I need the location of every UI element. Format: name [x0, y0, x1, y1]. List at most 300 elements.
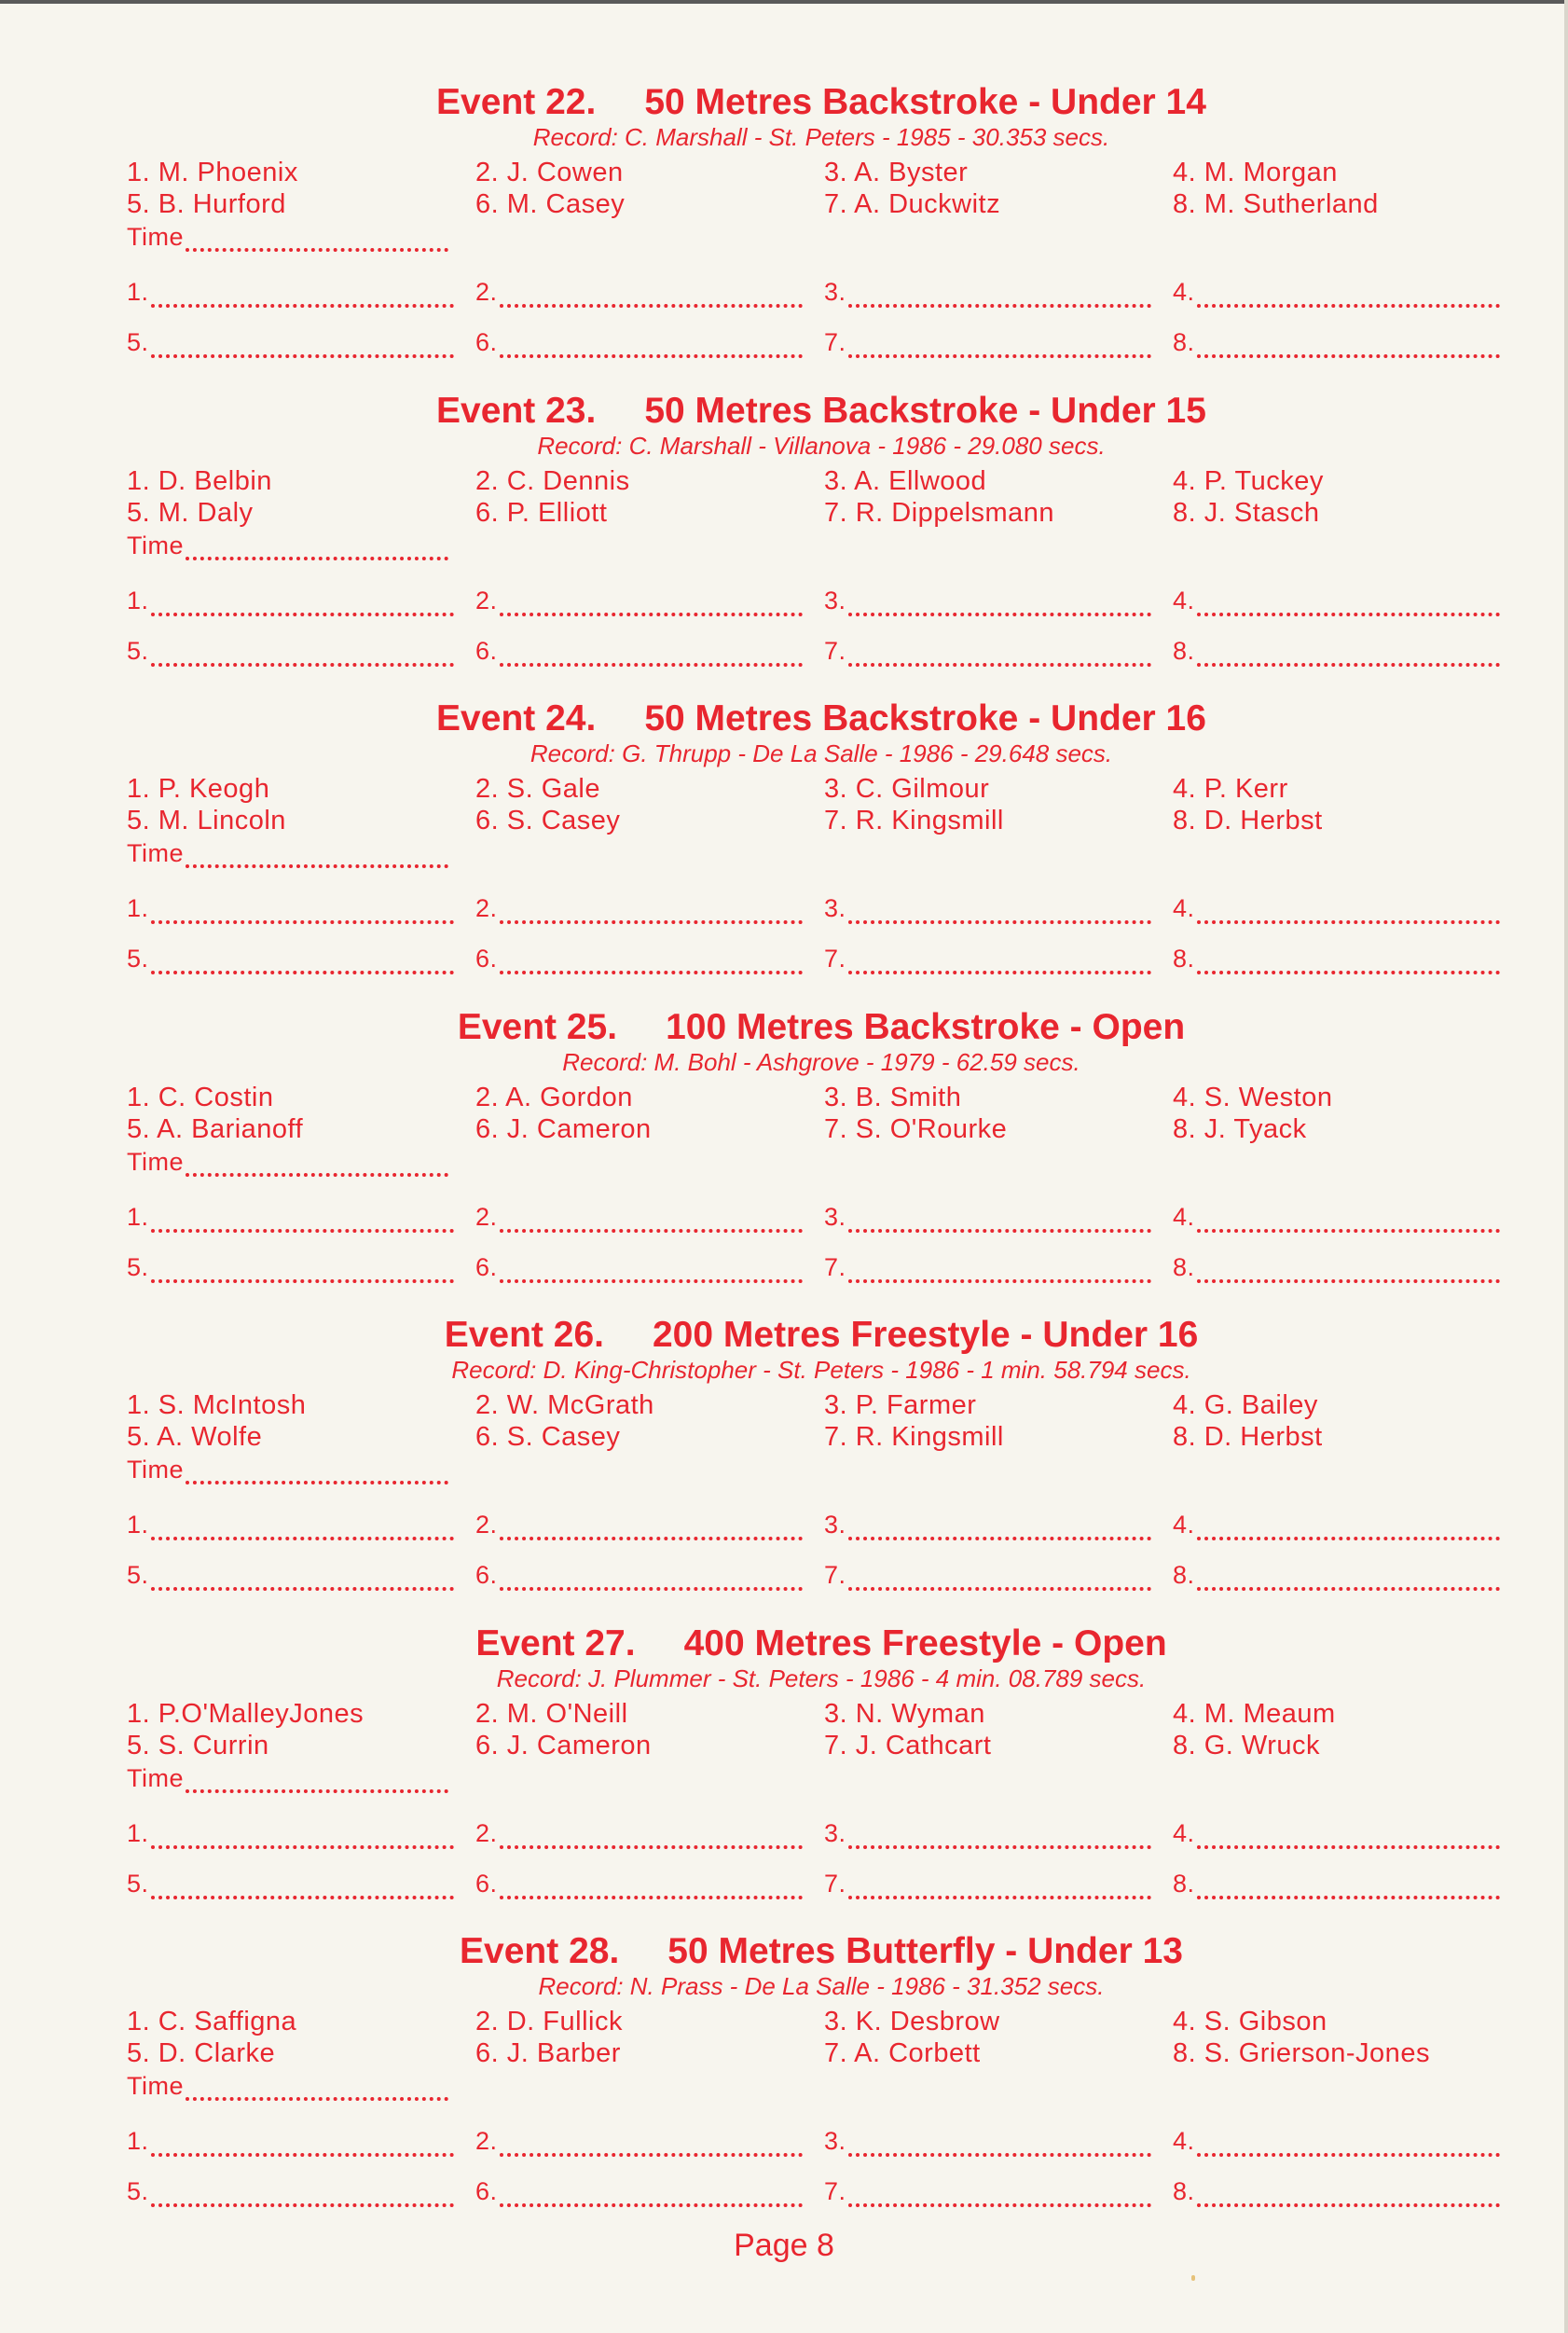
result-slot[interactable] — [127, 1868, 454, 1899]
dotted-line — [1197, 1871, 1500, 1899]
entrant: 4. G. Bailey — [1173, 1390, 1318, 1420]
dotted-line — [848, 1563, 1151, 1591]
place-number: 8. — [1173, 945, 1195, 973]
result-row — [127, 943, 1516, 974]
event-record: Record: M. Bohl - Ashgrove - 1979 - 62.59 secs. — [562, 1047, 1080, 1076]
event-number: Event 26. — [444, 1315, 604, 1355]
dotted-line — [500, 946, 803, 974]
place-number: 6. — [475, 2177, 498, 2205]
entrants-list — [127, 157, 1516, 220]
dotted-line — [848, 1821, 1151, 1849]
entrant: 2. C. Dennis — [475, 465, 630, 496]
time-label: Time — [127, 1147, 184, 1176]
result-slot[interactable] — [824, 1509, 1151, 1540]
event-title — [127, 82, 1516, 123]
place-number: 4. — [1173, 1511, 1195, 1539]
result-slot[interactable] — [1173, 1251, 1500, 1283]
place-number: 5. — [127, 1252, 149, 1281]
place-number: 5. — [127, 636, 149, 665]
event-block — [127, 1623, 1516, 1932]
result-slot[interactable] — [475, 2175, 803, 2207]
result-slot[interactable] — [127, 635, 454, 667]
event-title — [127, 1623, 1516, 1664]
entrant-row — [127, 1082, 1516, 1113]
place-number: 8. — [1173, 1252, 1195, 1281]
place-number: 8. — [1173, 2177, 1195, 2205]
place-number: 7. — [824, 1252, 846, 1281]
result-slot[interactable] — [824, 2175, 1151, 2207]
place-number: 3. — [824, 278, 846, 306]
event-name: 400 Metres Freestyle - Open — [683, 1622, 1167, 1663]
result-slot[interactable] — [475, 326, 803, 358]
result-slot[interactable] — [127, 943, 454, 974]
result-slot[interactable] — [475, 1251, 803, 1283]
events-list — [127, 82, 1516, 2240]
event-name: 50 Metres Backstroke - Under 14 — [644, 82, 1206, 122]
result-slot[interactable] — [127, 1817, 454, 1849]
event-block — [127, 1315, 1516, 1623]
entrant: 7. A. Corbett — [824, 2038, 981, 2068]
entrant: 6. J. Cameron — [475, 1113, 652, 1144]
entrant-row — [127, 2037, 1516, 2069]
result-row — [127, 1559, 1516, 1591]
event-title — [127, 391, 1516, 432]
dotted-line — [1197, 946, 1500, 974]
result-slot[interactable] — [127, 326, 454, 358]
entrant: 6. M. Casey — [475, 189, 626, 219]
place-number: 8. — [1173, 1561, 1195, 1589]
entrant: 8. S. Grierson-Jones — [1173, 2038, 1430, 2068]
place-number: 6. — [475, 1869, 498, 1898]
result-slot[interactable] — [1173, 1559, 1500, 1591]
entrant-row — [127, 497, 1516, 529]
place-number: 5. — [127, 945, 149, 973]
entrant: 2. S. Gale — [475, 774, 600, 804]
place-number: 7. — [824, 1869, 846, 1898]
dotted-line — [1197, 2129, 1500, 2157]
dotted-line — [500, 330, 803, 358]
event-number: Event 23. — [436, 390, 597, 431]
place-number: 3. — [824, 2127, 846, 2155]
result-slot[interactable] — [127, 1559, 454, 1591]
dotted-line — [151, 2179, 454, 2207]
place-number: 7. — [824, 2177, 846, 2205]
dotted-line — [1197, 280, 1500, 308]
result-slot[interactable] — [1173, 1509, 1500, 1540]
time-label: Time — [127, 839, 184, 867]
dotted-line — [151, 2129, 454, 2157]
entrant: 1. D. Belbin — [127, 465, 272, 496]
entrant: 5. A. Wolfe — [127, 1422, 263, 1452]
result-slot[interactable] — [824, 585, 1151, 616]
place-number: 6. — [475, 328, 498, 356]
result-slot[interactable] — [1173, 1817, 1500, 1849]
place-number: 5. — [127, 1561, 149, 1589]
place-number: 2. — [475, 1511, 498, 1539]
event-title — [127, 1007, 1516, 1048]
result-slot[interactable] — [824, 892, 1151, 924]
result-slot[interactable] — [127, 2175, 454, 2207]
dotted-line — [151, 1512, 454, 1540]
dotted-line — [500, 896, 803, 924]
entrant: 4. P. Tuckey — [1173, 465, 1324, 496]
entrant: 1. S. McIntosh — [127, 1390, 307, 1420]
event-number: Event 24. — [436, 698, 597, 739]
place-number: 3. — [824, 586, 846, 614]
place-number: 1. — [127, 2127, 149, 2155]
entrant: 3. N. Wyman — [824, 1698, 985, 1729]
entrant: 8. D. Herbst — [1173, 1422, 1323, 1452]
entrant: 6. J. Barber — [475, 2038, 621, 2068]
result-slot[interactable] — [1173, 1868, 1500, 1899]
entrant: 7. R. Kingsmill — [824, 1422, 1004, 1452]
entrant-row — [127, 2006, 1516, 2037]
result-slot[interactable] — [475, 276, 803, 308]
event-number: Event 27. — [475, 1622, 636, 1663]
result-row — [127, 2175, 1516, 2207]
page-right-edge — [1564, 0, 1568, 2333]
result-slot[interactable] — [475, 892, 803, 924]
dotted-line — [1197, 330, 1500, 358]
result-slot[interactable] — [824, 326, 1151, 358]
time-field[interactable] — [127, 2071, 448, 2101]
event-record: Record: D. King-Christopher - St. Peters - 1986 - 1 min. 58.794 secs. — [451, 1356, 1191, 1384]
result-slot[interactable] — [824, 943, 1151, 974]
dotted-line — [848, 639, 1151, 667]
entrant: 4. P. Kerr — [1173, 774, 1288, 804]
place-number: 3. — [824, 1511, 846, 1539]
dotted-line — [500, 1205, 803, 1233]
entrant: 1. C. Costin — [127, 1082, 274, 1112]
event-block — [127, 1007, 1516, 1316]
entrant: 8. J. Tyack — [1173, 1113, 1307, 1144]
dotted-line — [848, 1205, 1151, 1233]
entrant: 6. S. Casey — [475, 1422, 621, 1452]
dotted-line — [848, 896, 1151, 924]
dotted-line — [1197, 896, 1500, 924]
place-number: 4. — [1173, 2127, 1195, 2155]
dotted-line — [1197, 2179, 1500, 2207]
entrant: 7. J. Cathcart — [824, 1730, 992, 1760]
dotted-line — [500, 588, 803, 616]
place-number: 7. — [824, 636, 846, 665]
event-record: Record: C. Marshall - St. Peters - 1985 - 30.353 secs. — [532, 123, 1110, 151]
event-block — [127, 1931, 1516, 2240]
result-slot[interactable] — [475, 1201, 803, 1233]
result-row — [127, 892, 1516, 924]
entrant-row — [127, 188, 1516, 220]
time-field[interactable] — [127, 838, 448, 868]
time-label: Time — [127, 2072, 184, 2100]
entrant-row — [127, 1113, 1516, 1145]
event-block — [127, 698, 1516, 1007]
entrant: 7. A. Duckwitz — [824, 189, 1001, 219]
place-number: 2. — [475, 894, 498, 922]
dotted-line — [151, 588, 454, 616]
result-slot[interactable] — [824, 1251, 1151, 1283]
entrant: 8. M. Sutherland — [1173, 189, 1379, 219]
dotted-line — [848, 1871, 1151, 1899]
entrant-row — [127, 1730, 1516, 1761]
dotted-line — [500, 1563, 803, 1591]
dotted-line — [1197, 588, 1500, 616]
entrant: 4. S. Weston — [1173, 1082, 1333, 1112]
event-record: Record: N. Prass - De La Salle - 1986 - 31.352 secs. — [538, 1972, 1105, 2000]
result-slot[interactable] — [475, 585, 803, 616]
dotted-line — [186, 840, 448, 868]
dotted-line — [848, 946, 1151, 974]
place-number: 4. — [1173, 278, 1195, 306]
dotted-line — [848, 330, 1151, 358]
place-number: 5. — [127, 2177, 149, 2205]
result-slot[interactable] — [1173, 1201, 1500, 1233]
event-number: Event 25. — [457, 1006, 618, 1047]
result-slot[interactable] — [824, 635, 1151, 667]
entrants-list — [127, 1082, 1516, 1145]
entrant-row — [127, 465, 1516, 497]
dotted-line — [1197, 1563, 1500, 1591]
time-field[interactable] — [127, 1763, 448, 1793]
result-row — [127, 276, 1516, 308]
event-block — [127, 82, 1516, 391]
entrant: 5. M. Lincoln — [127, 806, 286, 835]
dotted-line — [500, 1512, 803, 1540]
place-number: 1. — [127, 586, 149, 614]
dotted-line — [186, 1456, 448, 1484]
place-number: 3. — [824, 894, 846, 922]
entrant: 2. W. McGrath — [475, 1390, 654, 1420]
place-number: 2. — [475, 1202, 498, 1231]
place-number: 1. — [127, 894, 149, 922]
result-slot[interactable] — [824, 276, 1151, 308]
time-field[interactable] — [127, 531, 448, 560]
time-label: Time — [127, 1456, 184, 1484]
dotted-line — [151, 1871, 454, 1899]
event-title — [127, 1315, 1516, 1356]
page-top-edge — [0, 0, 1568, 4]
time-field[interactable] — [127, 1147, 448, 1177]
place-number: 8. — [1173, 636, 1195, 665]
place-number: 5. — [127, 328, 149, 356]
entrant: 4. M. Meaum — [1173, 1698, 1336, 1729]
time-field[interactable] — [127, 222, 448, 252]
dotted-line — [1197, 1255, 1500, 1283]
place-number: 7. — [824, 1561, 846, 1589]
result-slot[interactable] — [475, 1868, 803, 1899]
place-number: 1. — [127, 278, 149, 306]
dotted-line — [848, 280, 1151, 308]
event-block — [127, 391, 1516, 699]
entrant: 1. M. Phoenix — [127, 158, 298, 187]
entrant-row — [127, 1389, 1516, 1421]
entrant: 2. M. O'Neill — [475, 1698, 628, 1729]
entrant: 8. J. Stasch — [1173, 497, 1320, 528]
dotted-line — [848, 1255, 1151, 1283]
result-slot[interactable] — [127, 585, 454, 616]
result-slot[interactable] — [1173, 635, 1500, 667]
result-slot[interactable] — [824, 1559, 1151, 1591]
place-number: 6. — [475, 636, 498, 665]
dotted-line — [186, 532, 448, 560]
result-slot[interactable] — [127, 892, 454, 924]
result-row — [127, 1868, 1516, 1899]
place-number: 4. — [1173, 894, 1195, 922]
result-row — [127, 1201, 1516, 1233]
dotted-line — [151, 639, 454, 667]
result-slot[interactable] — [127, 1201, 454, 1233]
result-row — [127, 635, 1516, 667]
event-name: 100 Metres Backstroke - Open — [666, 1006, 1186, 1047]
dotted-line — [186, 1149, 448, 1177]
result-row — [127, 1251, 1516, 1283]
entrant: 5. A. Barianoff — [127, 1113, 304, 1144]
entrant: 3. B. Smith — [824, 1082, 962, 1112]
result-slot[interactable] — [475, 1509, 803, 1540]
dotted-line — [500, 1255, 803, 1283]
entrants-list — [127, 2006, 1516, 2069]
page-number: Page 8 — [734, 2228, 834, 2263]
event-record: Record: G. Thrupp - De La Salle - 1986 - 29.648 secs. — [530, 739, 1113, 767]
entrant: 5. S. Currin — [127, 1730, 269, 1760]
time-label: Time — [127, 1763, 184, 1792]
dotted-line — [1197, 639, 1500, 667]
dotted-line — [500, 1821, 803, 1849]
entrant-row — [127, 805, 1516, 836]
event-title — [127, 698, 1516, 739]
dotted-line — [848, 2179, 1151, 2207]
result-slot[interactable] — [824, 1868, 1151, 1899]
result-slot[interactable] — [475, 1559, 803, 1591]
entrants-list — [127, 465, 1516, 529]
result-slot[interactable] — [1173, 892, 1500, 924]
entrant: 6. J. Cameron — [475, 1730, 652, 1760]
time-field[interactable] — [127, 1455, 448, 1484]
result-slot[interactable] — [127, 1251, 454, 1283]
dotted-line — [186, 1765, 448, 1793]
dotted-line — [151, 1205, 454, 1233]
entrant: 5. B. Hurford — [127, 189, 286, 219]
result-slot[interactable] — [475, 1817, 803, 1849]
entrant: 3. A. Ellwood — [824, 465, 987, 496]
result-slot[interactable] — [1173, 585, 1500, 616]
place-number: 7. — [824, 945, 846, 973]
dotted-line — [186, 224, 448, 252]
result-slot[interactable] — [475, 635, 803, 667]
entrant: 3. A. Byster — [824, 158, 969, 187]
event-record: Record: J. Plummer - St. Peters - 1986 - 4 min. 08.789 secs. — [496, 1663, 1147, 1692]
entrant: 3. C. Gilmour — [824, 774, 990, 804]
dotted-line — [500, 639, 803, 667]
dotted-line — [500, 1871, 803, 1899]
entrant: 2. J. Cowen — [475, 158, 624, 187]
result-row — [127, 1509, 1516, 1540]
entrant: 1. C. Saffigna — [127, 2007, 297, 2036]
time-label: Time — [127, 531, 184, 559]
result-slot[interactable] — [824, 1201, 1151, 1233]
place-number: 5. — [127, 1869, 149, 1898]
dotted-line — [151, 1255, 454, 1283]
place-number: 2. — [475, 1818, 498, 1847]
place-number: 1. — [127, 1511, 149, 1539]
result-slot[interactable] — [475, 943, 803, 974]
place-number: 6. — [475, 1252, 498, 1281]
event-record: Record: C. Marshall - Villanova - 1986 - 29.080 secs. — [537, 431, 1106, 460]
event-number: Event 22. — [436, 82, 597, 122]
dotted-line — [151, 1563, 454, 1591]
entrant: 2. A. Gordon — [475, 1082, 633, 1112]
result-slot[interactable] — [1173, 2175, 1500, 2207]
entrant: 7. S. O'Rourke — [824, 1113, 1008, 1144]
entrant-row — [127, 773, 1516, 805]
result-row — [127, 585, 1516, 616]
place-number: 6. — [475, 1561, 498, 1589]
result-slot[interactable] — [127, 276, 454, 308]
entrants-list — [127, 773, 1516, 836]
dotted-line — [848, 588, 1151, 616]
result-slot[interactable] — [824, 1817, 1151, 1849]
result-slot[interactable] — [127, 1509, 454, 1540]
result-slot[interactable] — [1173, 326, 1500, 358]
entrant: 8. G. Wruck — [1173, 1730, 1321, 1760]
result-slot[interactable] — [824, 2125, 1151, 2157]
place-number: 2. — [475, 278, 498, 306]
result-row — [127, 1817, 1516, 1849]
result-row — [127, 326, 1516, 358]
result-row — [127, 2125, 1516, 2157]
place-number: 1. — [127, 1202, 149, 1231]
dotted-line — [186, 2073, 448, 2101]
dotted-line — [151, 1821, 454, 1849]
entrant-row — [127, 1698, 1516, 1730]
event-title — [127, 1931, 1516, 1972]
result-slot[interactable] — [127, 2125, 454, 2157]
event-number: Event 28. — [460, 1931, 620, 1971]
entrant: 8. D. Herbst — [1173, 806, 1323, 835]
place-number: 4. — [1173, 1202, 1195, 1231]
entrant: 7. R. Dippelsmann — [824, 497, 1055, 528]
entrant: 3. K. Desbrow — [824, 2007, 1000, 2036]
dotted-line — [1197, 1512, 1500, 1540]
result-slot[interactable] — [475, 2125, 803, 2157]
result-slot[interactable] — [1173, 943, 1500, 974]
time-label: Time — [127, 223, 184, 251]
dotted-line — [500, 280, 803, 308]
place-number: 3. — [824, 1818, 846, 1847]
place-number: 8. — [1173, 1869, 1195, 1898]
entrant: 1. P.O'MalleyJones — [127, 1698, 364, 1729]
entrant-row — [127, 1421, 1516, 1453]
place-number: 8. — [1173, 328, 1195, 356]
result-slot[interactable] — [1173, 2125, 1500, 2157]
place-number: 6. — [475, 945, 498, 973]
entrants-list — [127, 1389, 1516, 1453]
place-number: 4. — [1173, 586, 1195, 614]
place-number: 4. — [1173, 1818, 1195, 1847]
place-number: 3. — [824, 1202, 846, 1231]
dotted-line — [500, 2129, 803, 2157]
dotted-line — [1197, 1205, 1500, 1233]
entrant: 5. M. Daly — [127, 497, 254, 528]
entrant: 6. S. Casey — [475, 806, 621, 835]
place-number: 7. — [824, 328, 846, 356]
entrant: 1. P. Keogh — [127, 774, 270, 804]
result-slot[interactable] — [1173, 276, 1500, 308]
entrant: 3. P. Farmer — [824, 1390, 977, 1420]
dotted-line — [151, 946, 454, 974]
entrant: 2. D. Fullick — [475, 2007, 623, 2036]
entrant: 5. D. Clarke — [127, 2038, 276, 2068]
place-number: 1. — [127, 1818, 149, 1847]
